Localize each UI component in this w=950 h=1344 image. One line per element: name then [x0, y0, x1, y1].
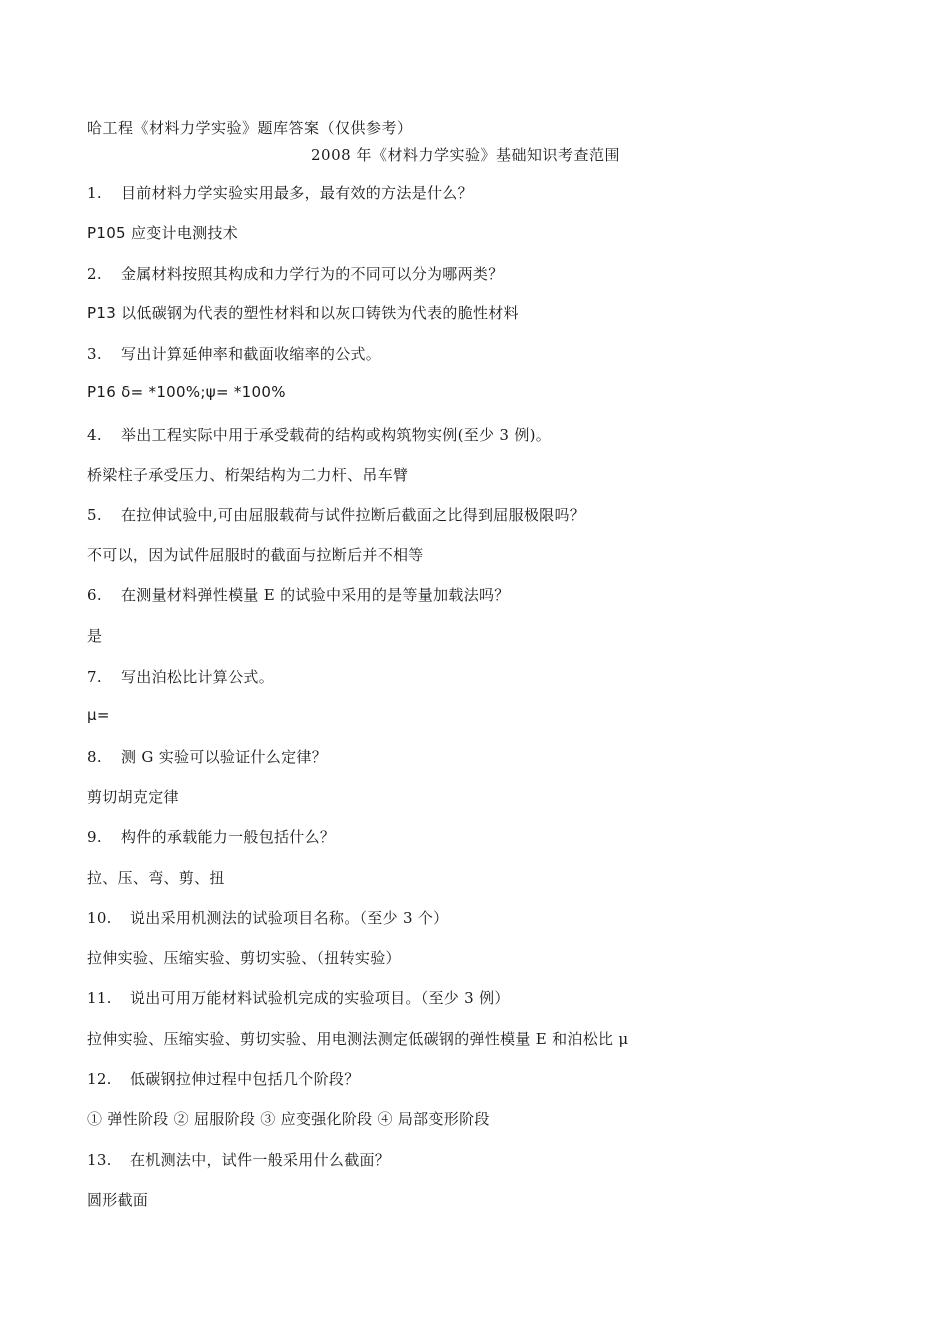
answer-2: P13 以低碳钢为代表的塑性材料和以灰口铸铁为代表的脆性材料	[87, 304, 519, 322]
answer-6: 是	[87, 627, 103, 645]
document-subtitle: 2008 年《材料力学实验》基础知识考查范围	[311, 146, 620, 164]
question-7	[87, 666, 917, 687]
question-text: 目前材料力学实验实用最多，最有效的方法是什么？	[121, 184, 473, 202]
question-number: 9.	[87, 828, 102, 846]
answer-8: 剪切胡克定律	[87, 788, 179, 806]
answer-10: 拉伸实验、压缩实验、剪切实验、（扭转实验）	[87, 949, 401, 967]
answer-5: 不可以，因为试件屈服时的截面与拉断后并不相等	[87, 546, 424, 564]
answer-4: 桥梁柱子承受压力、桁架结构为二力杆、吊车臂	[87, 466, 409, 484]
question-number: 11.	[87, 989, 112, 1007]
question-number: 4.	[87, 426, 102, 444]
question-text: 举出工程实际中用于承受载荷的结构或构筑物实例(至少 3 例)。	[121, 426, 552, 444]
question-12	[87, 1068, 917, 1089]
answer-11: 拉伸实验、压缩实验、剪切实验、用电测法测定低碳钢的弹性模量 E 和泊松比 μ	[87, 1030, 629, 1048]
question-4	[87, 424, 917, 445]
question-2	[87, 263, 917, 284]
question-text: 构件的承载能力一般包括什么？	[121, 828, 336, 846]
question-number: 5.	[87, 506, 102, 524]
question-3	[87, 343, 917, 364]
question-text: 写出泊松比计算公式。	[121, 668, 275, 686]
question-number: 13.	[87, 1151, 112, 1169]
answer-12: ① 弹性阶段 ② 屈服阶段 ③ 应变强化阶段 ④ 局部变形阶段	[87, 1110, 490, 1128]
answer-7: μ=	[87, 706, 110, 724]
question-1	[87, 182, 917, 203]
question-5	[87, 504, 917, 525]
question-number: 2.	[87, 265, 102, 283]
question-text: 测 G 实验可以验证什么定律？	[121, 748, 328, 766]
question-11	[87, 987, 917, 1008]
question-13	[87, 1149, 917, 1170]
question-6	[87, 584, 917, 605]
question-text: 在机测法中，试件一般采用什么截面？	[130, 1151, 391, 1169]
question-10	[87, 907, 917, 928]
question-text: 说出可用万能材料试验机完成的实验项目。（至少 3 例）	[130, 989, 510, 1007]
question-number: 12.	[87, 1070, 112, 1088]
question-number: 6.	[87, 586, 102, 604]
question-text: 低碳钢拉伸过程中包括几个阶段？	[130, 1070, 360, 1088]
question-9	[87, 826, 917, 847]
question-number: 8.	[87, 748, 102, 766]
question-text: 金属材料按照其构成和力学行为的不同可以分为哪两类？	[121, 265, 504, 283]
answer-13: 圆形截面	[87, 1191, 149, 1209]
question-text: 写出计算延伸率和截面收缩率的公式。	[121, 345, 382, 363]
document-header: 哈工程《材料力学实验》题库答案（仅供参考）	[87, 119, 413, 137]
question-number: 1.	[87, 184, 102, 202]
question-text: 在拉伸试验中,可由屈服载荷与试件拉断后截面之比得到屈服极限吗？	[121, 506, 586, 524]
question-number: 7.	[87, 668, 102, 686]
question-text: 在测量材料弹性模量 E 的试验中采用的是等量加载法吗？	[121, 586, 510, 604]
question-text: 说出采用机测法的试验项目名称。（至少 3 个）	[130, 909, 449, 927]
answer-3: P16 δ= *100%;ψ= *100%	[87, 383, 286, 401]
answer-9: 拉、压、弯、剪、扭	[87, 869, 225, 887]
question-number: 10.	[87, 909, 112, 927]
answer-1: P105 应变计电测技术	[87, 224, 239, 242]
question-8	[87, 746, 917, 767]
question-number: 3.	[87, 345, 102, 363]
